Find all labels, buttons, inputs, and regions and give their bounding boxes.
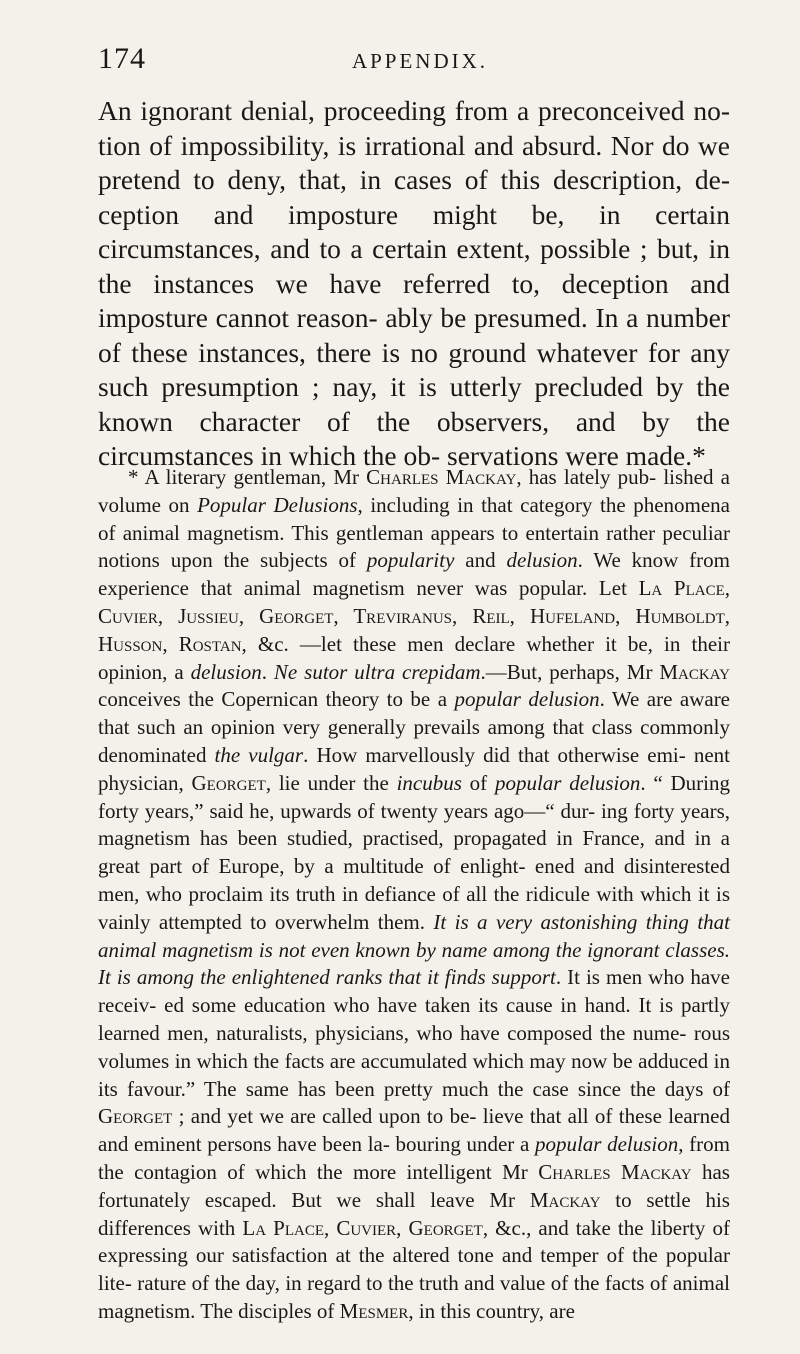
main-text-line: tion of impossibility, is irrational and absurd. Nor do bbox=[98, 129, 690, 161]
footnote-text: * A literary gentleman, Mr bbox=[128, 465, 367, 489]
main-text-line: nay, it is utterly precluded by the known character of bbox=[98, 371, 731, 437]
footnote-text: . We are aware that such an opinion very generally prevails among that class commonly denominated bbox=[98, 687, 731, 767]
footnote-emphasis: delusion bbox=[190, 659, 262, 684]
footnote-text: conceives the Copernican theory to be a bbox=[98, 687, 455, 712]
footnote-text: .—But, perhaps, Mr bbox=[480, 659, 660, 684]
footnote-text: of bbox=[461, 770, 495, 795]
running-head: APPENDIX. bbox=[351, 49, 489, 73]
main-text-line: An ignorant denial, proceeding from a preconceived no- bbox=[98, 95, 730, 126]
main-text-line: and to a certain extent, possible ; but, in the instances we bbox=[98, 233, 730, 299]
page-header bbox=[98, 42, 730, 82]
page-number: 174 bbox=[98, 42, 146, 75]
footnote-emphasis: popularity bbox=[366, 548, 455, 573]
footnote-text: , from the contagion of which the more intelligent Mr bbox=[98, 1132, 730, 1184]
footnote-text: , &c., and take the liberty of expressing our satisfaction at the altered tone and temper of the popular lite- rature of the day, in regard to the truth and value of the facts of animal magnetism. The disciples of bbox=[98, 1215, 730, 1323]
footnote-text: . We know from experience that animal magnetism never was popular. Let bbox=[98, 548, 730, 601]
main-text-line: the observers, and by the circumstances in which the ob- bbox=[98, 405, 731, 471]
footnote-name: Mackay bbox=[529, 1187, 601, 1212]
footnote-name: Charles Mackay bbox=[538, 1159, 692, 1184]
footnote-emphasis: incubus bbox=[396, 770, 462, 795]
footnote-latin: Ne sutor ultra crepidam bbox=[273, 659, 481, 684]
main-paragraph bbox=[98, 94, 730, 474]
footnote-text: to settle his differences with bbox=[98, 1187, 730, 1240]
footnote-text: . “ During forty years,” said he, upwards of twenty years ago—“ dur- ing forty years, magnetism has been studied, practised, propagated in France, and in a great part of Europe, by a multitude of enlight- ened and disinterested men, who proclaim its truth in defiance of all the ridicule with which it is vainly attempted to overwhelm them. bbox=[98, 770, 730, 934]
footnote bbox=[98, 464, 730, 1326]
footnote-text: , &c. —let these men declare whether it be, in their opinion, a bbox=[98, 631, 730, 684]
main-text-line: servations were made.* bbox=[447, 440, 706, 471]
footnote-text: and bbox=[454, 548, 507, 573]
footnote-emphasis: delusion bbox=[506, 548, 578, 573]
footnote-name: Mesmer bbox=[339, 1298, 409, 1323]
footnote-quote-emphasis: It is a very astonishing thing that animal magnetism is not even known by name among the ignorant classes. It is among the enlightened ranks that it finds support bbox=[98, 909, 731, 990]
footnote-emphasis: popular delusion bbox=[494, 770, 641, 795]
footnote-emphasis: popular delusion bbox=[454, 687, 600, 712]
footnote-name: La Place, Cuvier, Jussieu, Georget, Treviranus, Reil, Hufeland, Humboldt, Husson, Rostan bbox=[98, 576, 730, 656]
footnote-emphasis: popular delusion bbox=[534, 1132, 679, 1157]
footnote-text: . bbox=[261, 659, 274, 684]
footnote-text: ; and yet we are called upon to be- lieve that all of these learned and eminent persons have been la- bouring under a bbox=[98, 1104, 730, 1157]
footnote-text: . It is men who have receiv- ed some education who have taken its cause in hand. It is partly learned men, naturalists, physicians, who have composed the nume- rous volumes in which the facts are accumulated which may now be adduced in its favour.” The same has been pretty much the case since the days of bbox=[98, 965, 730, 1101]
main-text-line: we pretend to deny, that, in cases of this description, de- bbox=[98, 129, 730, 195]
footnote-name: La Place, Cuvier, Georget bbox=[242, 1215, 483, 1240]
footnote-text: . How marvellously did that otherwise emi- nent physician, bbox=[98, 742, 730, 795]
footnote-text: , in this country, are bbox=[408, 1298, 575, 1323]
footnote-name: Georget bbox=[191, 770, 266, 795]
footnote-name: Charles Mackay bbox=[366, 465, 517, 489]
main-text-line: have referred to, deception and imposture cannot reason- bbox=[98, 267, 731, 333]
footnote-emphasis: the vulgar bbox=[214, 742, 304, 767]
footnote-text: , lie under the bbox=[265, 770, 397, 795]
footnote-name: Mackay bbox=[659, 659, 730, 684]
main-text-line: there is no ground whatever for any such presumption ; bbox=[98, 336, 730, 402]
main-text-line: ably be presumed. In a number of these instances, bbox=[98, 302, 730, 368]
footnote-text: , including in that category the phenomena of animal magnetism. This gentleman appears to entertain rather peculiar notions upon the subjects of bbox=[98, 492, 731, 573]
footnote-text: has fortunately escaped. But we shall leave Mr bbox=[98, 1159, 730, 1212]
footnote-name: Georget bbox=[98, 1104, 173, 1129]
main-text-line: ception and imposture might be, in certain circumstances, bbox=[98, 198, 730, 264]
footnote-text: , has lately pub- lished a volume on bbox=[98, 465, 730, 517]
footnote-title: Popular Delusions bbox=[197, 492, 358, 517]
